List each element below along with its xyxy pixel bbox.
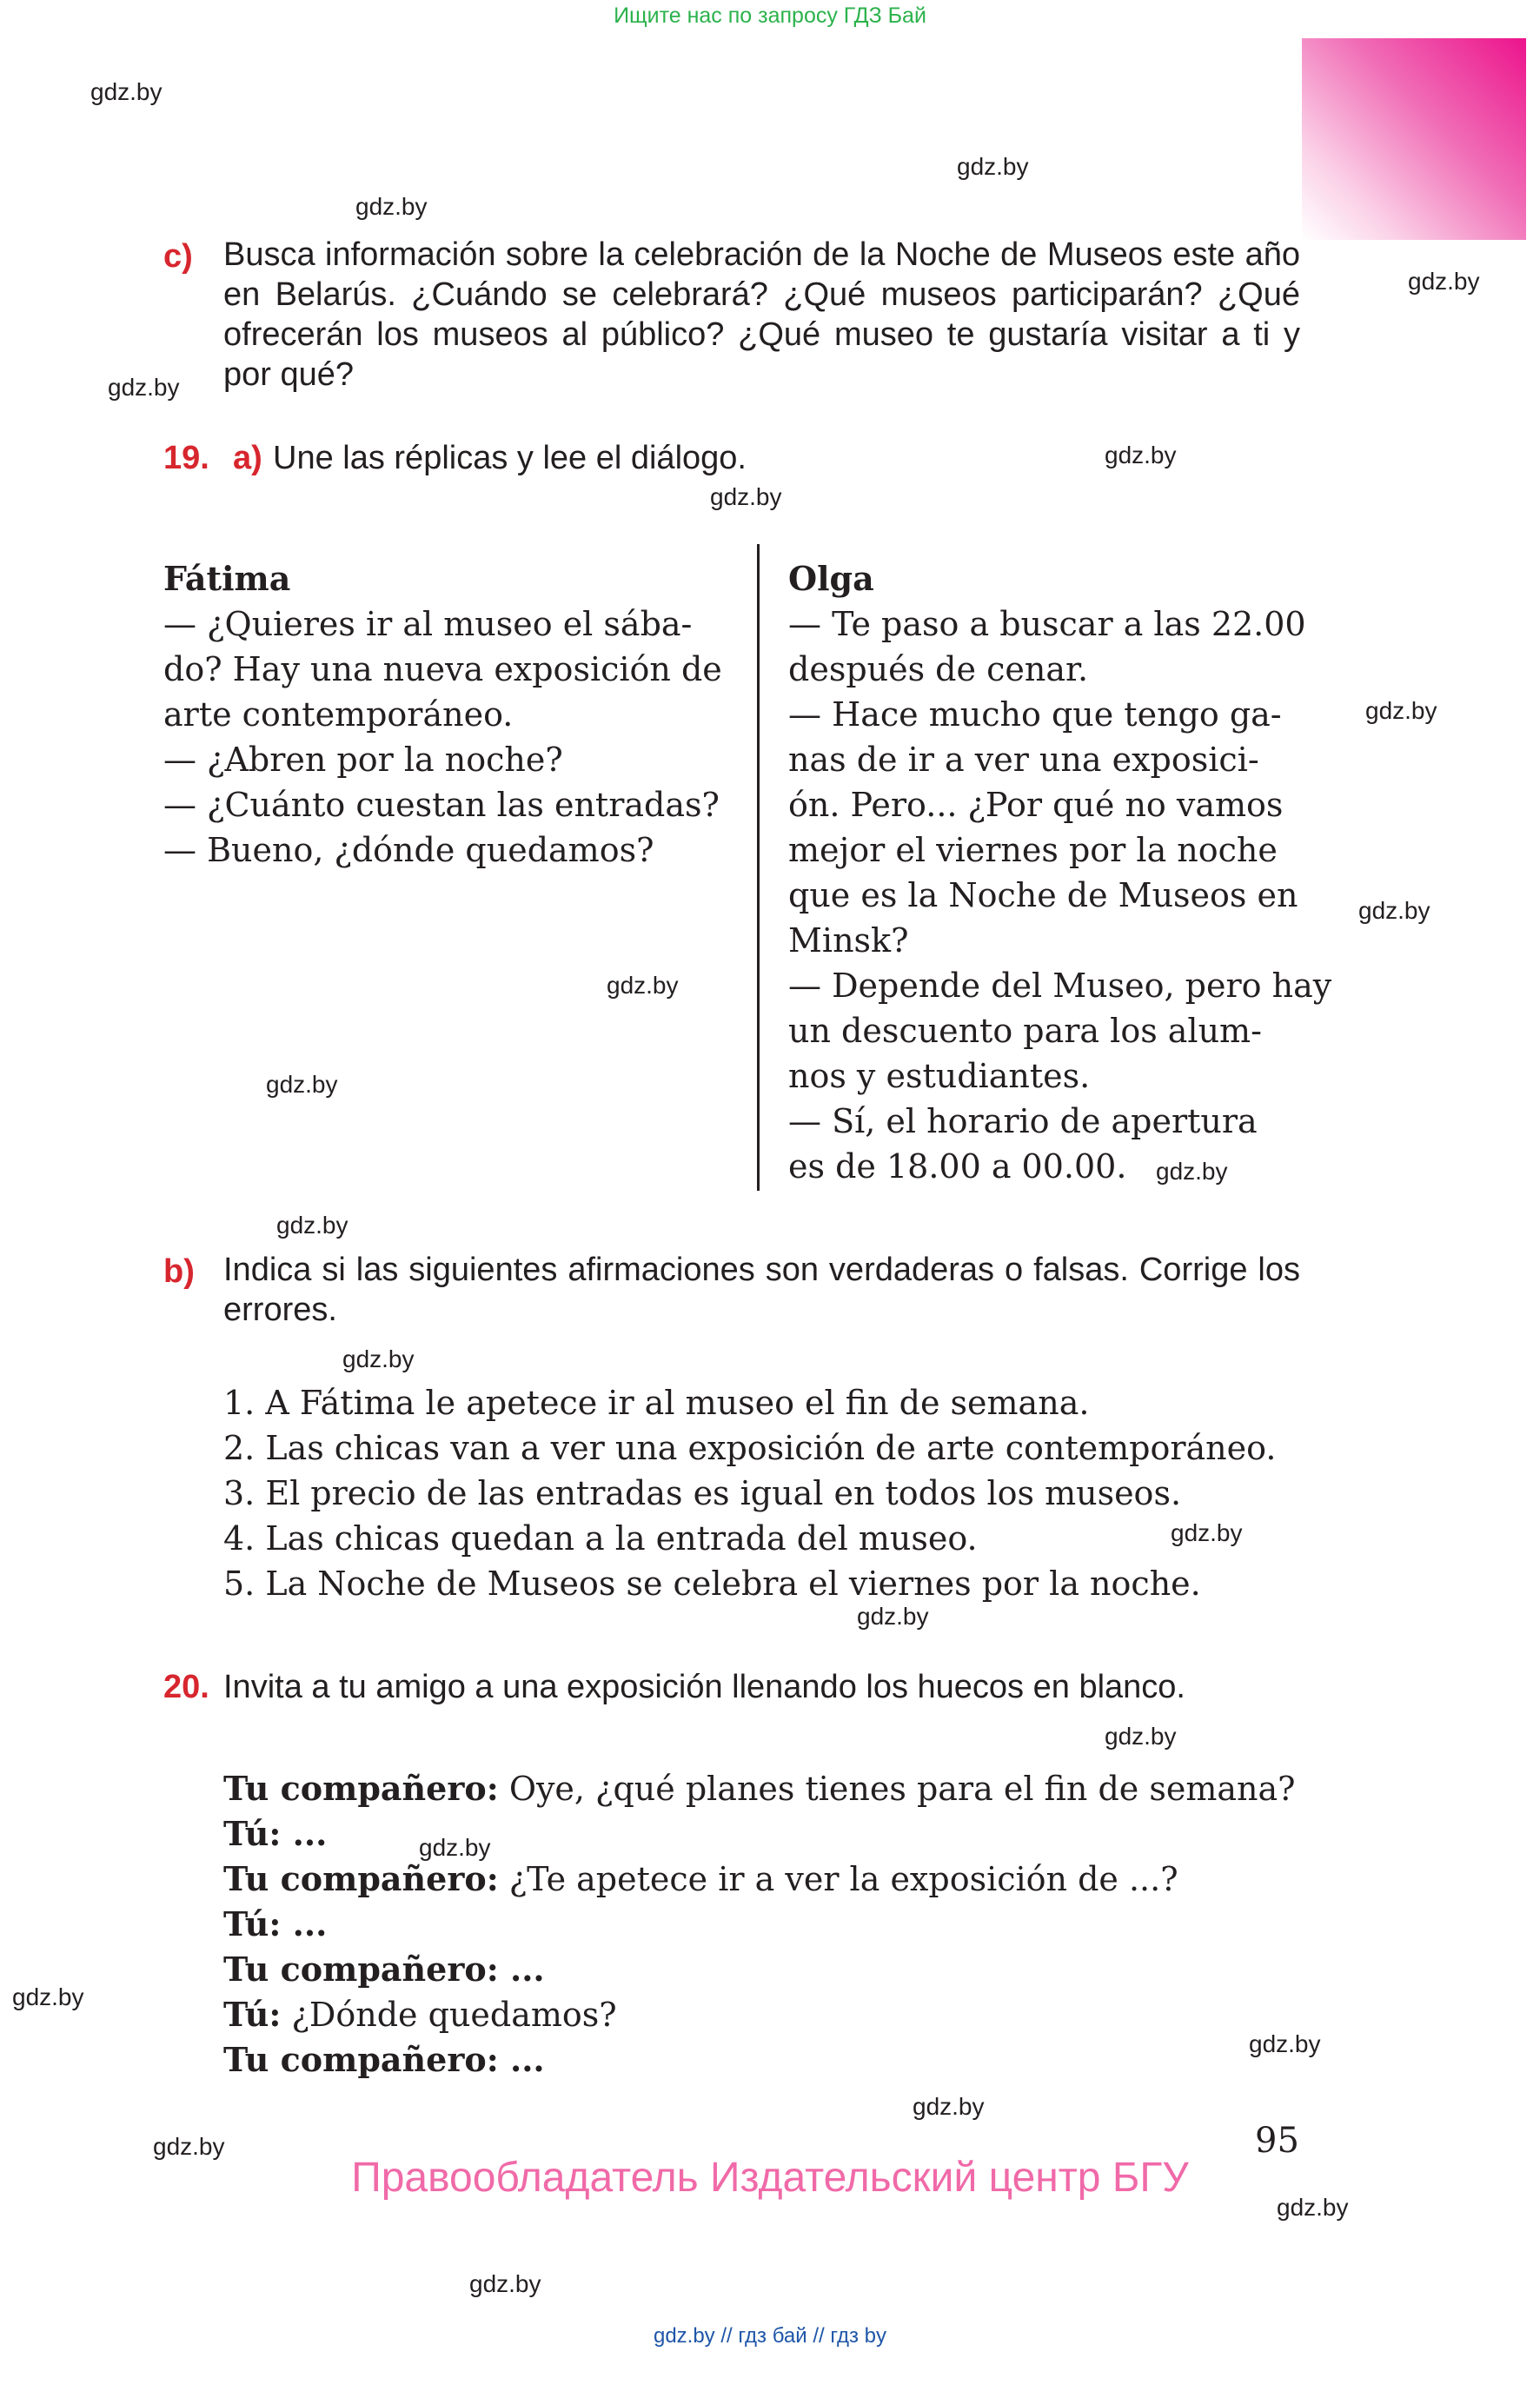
watermark: gdz.by	[1277, 2194, 1349, 2221]
watermark: gdz.by	[1105, 1723, 1177, 1750]
watermark: gdz.by	[108, 374, 180, 401]
dialogue-line: nas de ir a ver una exposici-	[788, 741, 1259, 779]
exercise-19-b-text: Indica si las siguientes afirmaciones son verdaderas o falsas. Corrige los errores.	[223, 1252, 1300, 1328]
watermark: gdz.by	[1171, 1519, 1243, 1546]
watermark: gdz.by	[153, 2133, 225, 2160]
watermark: gdz.by	[355, 193, 428, 220]
dialogue-line: es de 18.00 a 00.00.	[788, 1147, 1127, 1186]
watermark: gdz.by	[469, 2270, 541, 2297]
watermark: gdz.by	[342, 1345, 415, 1372]
dialogue-text: ¿Te apetece ir a ver la exposición de ...?	[498, 1860, 1178, 1898]
exercise-20-number: 20.	[163, 1669, 209, 1705]
watermark: gdz.by	[957, 153, 1029, 180]
dialogue-line: nos y estudiantes.	[788, 1057, 1091, 1095]
dialogue-line: — Sí, el horario de apertura	[788, 1102, 1258, 1140]
dialogue-line: do? Hay una nueva exposición de	[163, 650, 722, 688]
statement-item: 5. La Noche de Museos se celebra el viernes por la noche.	[223, 1565, 1201, 1603]
speaker-olga: Olga	[788, 559, 874, 598]
watermark: gdz.by	[1105, 442, 1177, 468]
dialogue-column-fatima	[163, 556, 733, 873]
watermark: gdz.by	[1358, 897, 1430, 924]
watermark: gdz.by	[913, 2093, 985, 2120]
column-divider	[757, 544, 760, 1191]
dialogue-line: — ¿Quieres ir al museo el sába-	[163, 605, 693, 643]
dialogue-row	[223, 1992, 1305, 2037]
dialogue-line: Minsk?	[788, 921, 909, 960]
dialogue-line: ón. Pero... ¿Por qué no vamos	[788, 786, 1284, 824]
watermark: gdz.by	[710, 483, 782, 510]
rights-holder: Правообладатель Издательский центр БГУ	[351, 2155, 1189, 2201]
exercise-19-a-text: Une las réplicas y lee el diálogo.	[273, 440, 747, 476]
statements-list	[223, 1380, 1305, 1606]
watermark: gdz.by	[90, 78, 163, 105]
dialogue-row	[223, 1947, 1305, 1992]
dialogue-line: después de cenar.	[788, 650, 1089, 688]
watermark: gdz.by	[1365, 697, 1437, 724]
dialogue-text: ¿Dónde quedamos?	[281, 1996, 617, 2034]
dialogue-row	[223, 1811, 1305, 1857]
dialogue-line: — Hace mucho que tengo ga-	[788, 695, 1282, 734]
watermark: gdz.by	[12, 1983, 84, 2010]
dialogue-line: que es la Noche de Museos en	[788, 876, 1298, 914]
watermark: gdz.by	[276, 1212, 348, 1239]
corner-gradient-decoration	[1302, 38, 1526, 240]
dialogue-line: un descuento para los alum-	[788, 1012, 1262, 1050]
dialogue-text: Oye, ¿qué planes tienes para el fin de semana?	[498, 1770, 1296, 1808]
watermark: gdz.by	[607, 972, 679, 999]
dialogue-row	[223, 1766, 1305, 1811]
dialogue-line: arte contemporáneo.	[163, 695, 514, 734]
watermark: gdz.by	[857, 1603, 929, 1630]
speaker-fatima: Fátima	[163, 559, 291, 598]
watermark: gdz.by	[1156, 1158, 1228, 1185]
dialogue-speaker: Tu compañero: ...	[223, 2040, 545, 2079]
dialogue-line: — Depende del Museo, pero hay	[788, 967, 1332, 1005]
statement-item: 1. A Fátima le apetece ir al museo el fin de semana.	[223, 1384, 1090, 1422]
exercise-20-dialogue	[223, 1766, 1305, 2083]
exercise-19-b-letter: b)	[163, 1253, 195, 1290]
dialogue-speaker: Tu compañero: ...	[223, 1950, 545, 1989]
exercise-19-number: 19.	[163, 440, 209, 476]
watermark: gdz.by	[419, 1834, 491, 1861]
section-c-text: Busca información sobre la celebración de la Noche de Museos este año en Belarús. ¿Cuándo se celebrará? ¿Qué museos participarán? ¿Qué ofrecerán los museos al público? ¿Qué museo te gustaría visitar a ti y por qué?	[223, 236, 1300, 393]
watermark: gdz.by	[1249, 2030, 1321, 2057]
section-c-letter: c)	[163, 238, 193, 275]
dialogue-row	[223, 1902, 1305, 1947]
watermark: gdz.by	[266, 1071, 338, 1098]
dialogue-column-olga	[788, 556, 1332, 1189]
dialogue-speaker: Tu compañero:	[223, 1769, 499, 1808]
dialogue-speaker: Tu compañero:	[223, 1859, 499, 1898]
dialogue-speaker: Tú: ...	[223, 1814, 328, 1853]
watermark: gdz.by	[1408, 268, 1480, 295]
top-banner: Ищите нас по запросу ГДЗ Бай	[614, 3, 926, 28]
dialogue-line: mejor el viernes por la noche	[788, 831, 1278, 869]
statement-item: 4. Las chicas quedan a la entrada del museo.	[223, 1519, 978, 1558]
dialogue-row	[223, 1857, 1305, 1902]
exercise-19-a-letter: a)	[233, 440, 262, 476]
bottom-links[interactable]: gdz.by // гдз бай // гдз by	[653, 2324, 887, 2348]
dialogue-line: — Bueno, ¿dónde quedamos?	[163, 831, 654, 869]
statement-item: 2. Las chicas van a ver una exposición de arte contemporáneo.	[223, 1429, 1277, 1467]
exercise-20-instruction: Invita a tu amigo a una exposición llenando los huecos en blanco.	[223, 1669, 1185, 1705]
statement-item: 3. El precio de las entradas es igual en todos los museos.	[223, 1474, 1182, 1512]
dialogue-line: — Te paso a buscar a las 22.00	[788, 605, 1306, 643]
dialogue-speaker: Tú:	[223, 1995, 282, 2034]
dialogue-row	[223, 2037, 1305, 2083]
dialogue-line: — ¿Cuánto cuestan las entradas?	[163, 786, 720, 824]
dialogue-speaker: Tú: ...	[223, 1904, 328, 1943]
page-number: 95	[1255, 2121, 1299, 2161]
dialogue-line: — ¿Abren por la noche?	[163, 741, 563, 779]
